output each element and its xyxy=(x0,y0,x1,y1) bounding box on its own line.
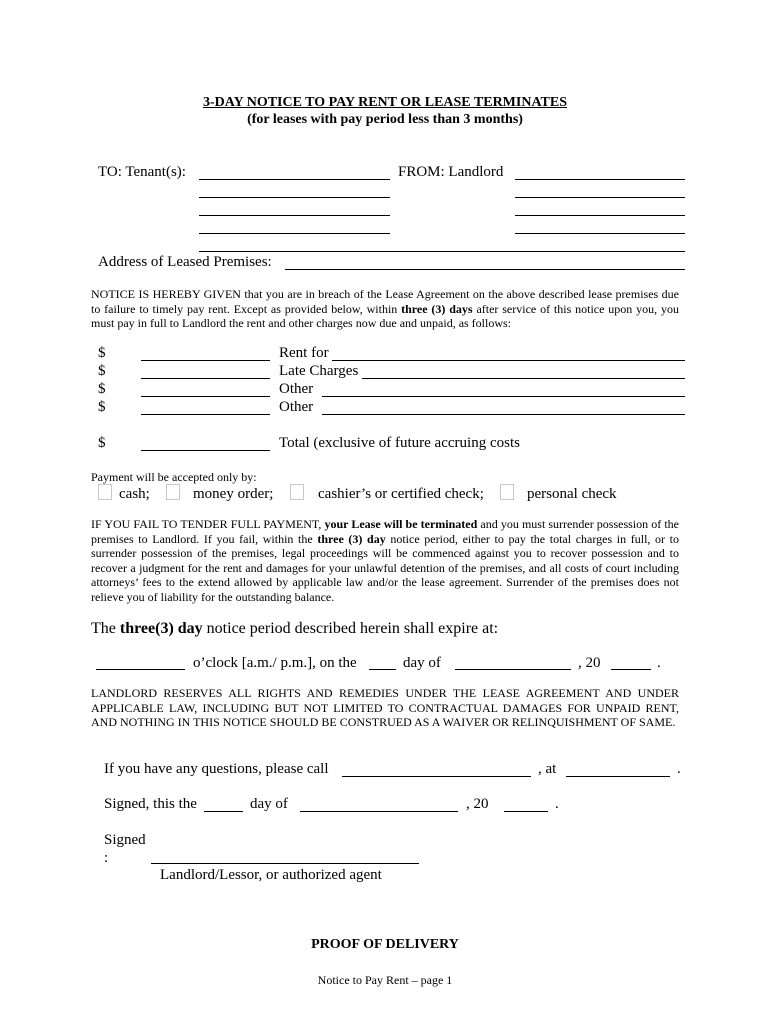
expire-time-line[interactable] xyxy=(96,669,185,670)
page-footer: Notice to Pay Rent – page 1 xyxy=(317,973,453,987)
document-title: 3-DAY NOTICE TO PAY RENT OR LEASE TERMINATES xyxy=(203,95,567,110)
charge-label-late: Late Charges xyxy=(279,363,359,379)
expire-year-line[interactable] xyxy=(611,669,651,670)
contact-phone-line[interactable] xyxy=(342,776,531,777)
landlord-name-line-3[interactable] xyxy=(515,215,685,216)
other-detail-line-2[interactable] xyxy=(322,414,685,415)
landlord-name-line-4[interactable] xyxy=(515,233,685,234)
charge-label-rent: Rent for xyxy=(279,345,329,361)
charge-label-other-1: Other xyxy=(279,381,314,397)
other-detail-line-1[interactable] xyxy=(322,396,685,397)
personal-check-checkbox[interactable] xyxy=(500,484,514,500)
address-line-top[interactable] xyxy=(199,251,685,252)
signature-colon: : xyxy=(104,850,109,866)
expire-day-line[interactable] xyxy=(369,669,396,670)
signed-day-of-label: day of xyxy=(250,796,288,812)
tenant-name-line-4[interactable] xyxy=(199,233,390,234)
signature-line[interactable] xyxy=(151,863,419,864)
signed-year-line[interactable] xyxy=(504,811,548,812)
tenant-name-line-1[interactable] xyxy=(199,179,390,180)
late-charges-amount-line[interactable] xyxy=(141,378,270,379)
landlord-label: FROM: Landlord xyxy=(398,164,504,180)
signed-date-period: . xyxy=(555,796,559,812)
charge-label-other-2: Other xyxy=(279,399,314,415)
document-subtitle: (for leases with pay period less than 3 months) xyxy=(247,112,523,127)
signed-year-prefix: , 20 xyxy=(466,796,489,812)
tenant-name-line-3[interactable] xyxy=(199,215,390,216)
notice-paragraph: NOTICE IS HEREBY GIVEN that you are in breach of the Lease Agreement on the above described lease premises due to failure to timely pay rent. Except as provided below, within three (3) days after service of this notice upon you, you must pay in full to Landlord the rent and other charges now due and unpaid, as follows: xyxy=(91,287,679,331)
proof-of-delivery-heading: PROOF OF DELIVERY xyxy=(311,937,459,952)
total-amount-line[interactable] xyxy=(141,450,270,451)
payment-option-money-order: money order; xyxy=(193,486,274,502)
contact-address-line[interactable] xyxy=(566,776,670,777)
expiration-heading: The three(3) day notice period described herein shall expire at: xyxy=(91,620,499,637)
failure-paragraph: IF YOU FAIL TO TENDER FULL PAYMENT, your Lease will be terminated and you must surrender possession of the premises to Landlord. If you fail, within the three (3) day notice period, either to pay the total charges in full, or to surrender possession of the premises, legal proceedings will be commenced against you to recover possession and to recover a judgment for the rent and damages for your unlawful detention of the premises, and all costs of court including attorneys’ fees to the extend allowed by applicable law and/or the lease agreement. Surrender of the premises does not relieve you of liability for the outstanding balance. xyxy=(91,517,680,604)
address-label: Address of Leased Premises: xyxy=(98,254,272,270)
currency-sign: $ xyxy=(98,399,106,415)
oclock-label: o’clock [a.m./ p.m.], on the xyxy=(193,655,357,671)
expire-day-of-label: day of xyxy=(403,655,441,671)
payment-option-personal-check: personal check xyxy=(527,486,617,502)
other-amount-line-1[interactable] xyxy=(141,396,270,397)
expire-year-prefix: , 20 xyxy=(578,655,601,671)
landlord-name-line-2[interactable] xyxy=(515,197,685,198)
signed-date-label: Signed, this the xyxy=(104,796,197,812)
payment-intro: Payment will be accepted only by: xyxy=(91,470,257,484)
currency-sign: $ xyxy=(98,363,106,379)
signed-month-line[interactable] xyxy=(300,811,458,812)
other-amount-line-2[interactable] xyxy=(141,414,270,415)
questions-label: If you have any questions, please call xyxy=(104,761,329,777)
questions-at-label: , at xyxy=(538,761,557,777)
late-charges-detail-line[interactable] xyxy=(362,378,685,379)
questions-period: . xyxy=(677,761,681,777)
signature-label: Signed xyxy=(104,832,146,848)
rent-amount-line[interactable] xyxy=(141,360,270,361)
payment-option-cash: cash; xyxy=(119,486,150,502)
currency-sign: $ xyxy=(98,381,106,397)
cashiers-check-checkbox[interactable] xyxy=(290,484,304,500)
expire-month-line[interactable] xyxy=(455,669,571,670)
signed-day-line[interactable] xyxy=(204,811,243,812)
currency-sign: $ xyxy=(98,345,106,361)
total-label: Total (exclusive of future accruing costs xyxy=(279,435,520,451)
cash-checkbox[interactable] xyxy=(98,484,112,500)
address-line[interactable] xyxy=(285,269,685,270)
signature-caption: Landlord/Lessor, or authorized agent xyxy=(160,867,382,883)
currency-sign: $ xyxy=(98,435,106,451)
payment-option-cashiers-check: cashier’s or certified check; xyxy=(318,486,484,502)
rent-period-line[interactable] xyxy=(332,360,685,361)
landlord-name-line-1[interactable] xyxy=(515,179,685,180)
reserve-rights-paragraph: LANDLORD RESERVES ALL RIGHTS AND REMEDIES UNDER THE LEASE AGREEMENT AND UNDER APPLICABLE LAW, INCLUDING BUT NOT LIMITED TO CONTRACTUAL DAMAGES FOR UNPAID RENT, AND NOTHING IN THIS NOTICE SHOULD BE CONSTRUED AS A WAIVER OR RELINQUISHMENT OF SAME. xyxy=(91,686,679,730)
money-order-checkbox[interactable] xyxy=(166,484,180,500)
expire-period: . xyxy=(657,655,661,671)
tenant-label: TO: Tenant(s): xyxy=(98,164,186,180)
tenant-name-line-2[interactable] xyxy=(199,197,390,198)
